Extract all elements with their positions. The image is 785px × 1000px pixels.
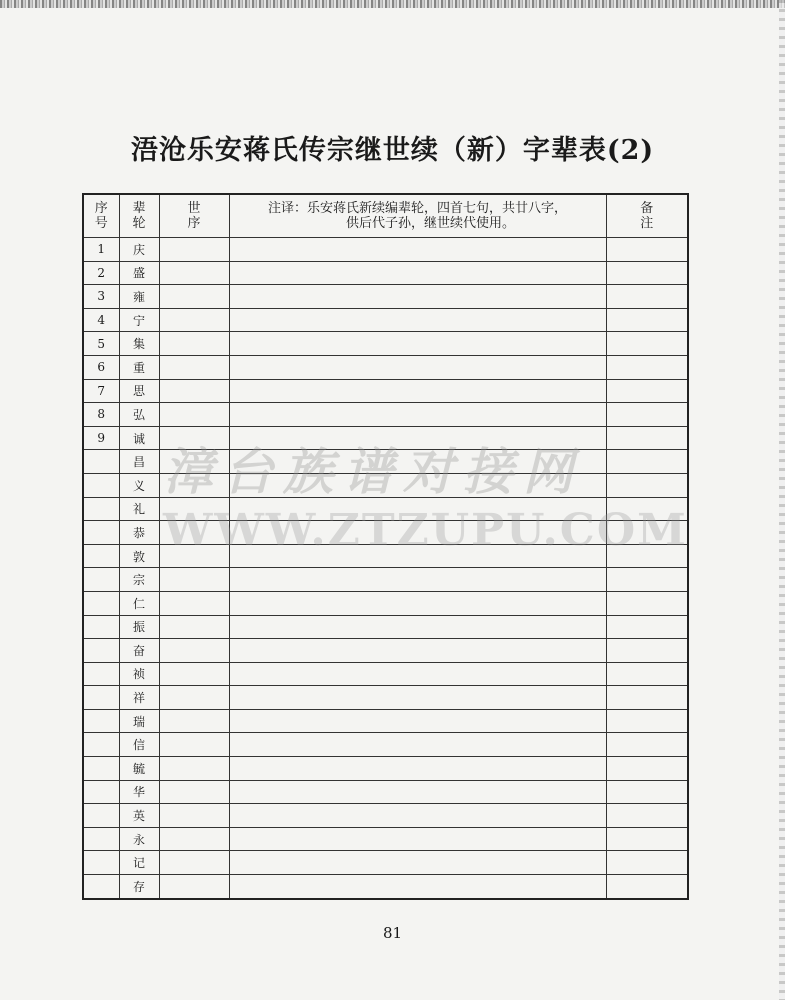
row-note [229, 662, 606, 686]
row-generation-order [159, 875, 229, 899]
page-title: 浯沧乐安蒋氏传宗继世续（新）字辈表(2) [130, 135, 655, 166]
row-remarks [606, 591, 688, 615]
row-note [229, 285, 606, 309]
row-remarks [606, 497, 688, 521]
row-note [229, 686, 606, 710]
row-remarks [606, 804, 688, 828]
row-note [229, 355, 606, 379]
note-line-1: 注译：乐安蒋氏新续编辈轮，四首七句，共廿八字， [267, 201, 567, 216]
row-generation-order [159, 544, 229, 568]
table-row [83, 403, 688, 427]
row-remarks [606, 261, 688, 285]
row-generation-order [159, 733, 229, 757]
row-remarks [606, 757, 688, 781]
watermark-chinese: 漳台族谱对接网 [163, 442, 583, 501]
row-generation-char: 集 [119, 332, 159, 356]
row-generation-char: 敦 [119, 544, 159, 568]
table-row [83, 332, 688, 356]
row-generation-char: 仁 [119, 591, 159, 615]
row-generation-order [159, 568, 229, 592]
table-body [83, 238, 688, 899]
row-note [229, 544, 606, 568]
row-generation-char: 宗 [119, 568, 159, 592]
row-note [229, 261, 606, 285]
row-generation-char: 华 [119, 780, 159, 804]
table-row [83, 709, 688, 733]
row-generation-order [159, 403, 229, 427]
row-generation-order [159, 662, 229, 686]
table-row [83, 733, 688, 757]
row-generation-order [159, 261, 229, 285]
row-generation-order [159, 473, 229, 497]
row-generation-char: 义 [119, 473, 159, 497]
table-row [83, 521, 688, 545]
row-note [229, 238, 606, 262]
row-generation-char: 重 [119, 355, 159, 379]
row-remarks [606, 875, 688, 899]
row-serial: 9 [83, 426, 119, 450]
row-serial [83, 591, 119, 615]
table-row [83, 662, 688, 686]
table-row [83, 757, 688, 781]
row-generation-char: 毓 [119, 757, 159, 781]
table-row [83, 285, 688, 309]
row-serial: 2 [83, 261, 119, 285]
row-remarks [606, 238, 688, 262]
row-generation-char: 弘 [119, 403, 159, 427]
header-generation-order: 世序 [159, 194, 229, 238]
row-remarks [606, 426, 688, 450]
row-serial [83, 450, 119, 474]
row-generation-order [159, 591, 229, 615]
header-generation-char: 辈轮 [119, 194, 159, 238]
table-row [83, 426, 688, 450]
row-note [229, 851, 606, 875]
row-note [229, 875, 606, 899]
row-generation-order [159, 639, 229, 663]
note-line-2: 供后代子孙，继世续代使用。 [345, 216, 515, 231]
row-generation-char: 礼 [119, 497, 159, 521]
row-remarks [606, 544, 688, 568]
table-row [83, 544, 688, 568]
row-serial [83, 709, 119, 733]
table-row [83, 875, 688, 899]
row-note [229, 591, 606, 615]
row-serial: 1 [83, 238, 119, 262]
page-number: 81 [382, 924, 403, 942]
row-serial [83, 827, 119, 851]
row-remarks [606, 639, 688, 663]
row-generation-char: 记 [119, 851, 159, 875]
row-note [229, 473, 606, 497]
row-serial: 4 [83, 308, 119, 332]
generation-table [82, 193, 689, 900]
scan-artifact-top [0, 0, 785, 8]
table-row [83, 851, 688, 875]
row-generation-order [159, 851, 229, 875]
row-serial [83, 521, 119, 545]
row-note [229, 379, 606, 403]
row-remarks [606, 827, 688, 851]
row-serial [83, 497, 119, 521]
row-generation-char: 存 [119, 875, 159, 899]
row-generation-char: 昌 [119, 450, 159, 474]
row-remarks [606, 332, 688, 356]
row-generation-order [159, 497, 229, 521]
row-serial [83, 733, 119, 757]
table-row [83, 686, 688, 710]
row-note [229, 426, 606, 450]
row-generation-order [159, 709, 229, 733]
row-remarks [606, 379, 688, 403]
table-header-row [83, 194, 688, 238]
row-generation-order [159, 450, 229, 474]
table-row [83, 261, 688, 285]
row-generation-order [159, 332, 229, 356]
row-generation-char: 祥 [119, 686, 159, 710]
row-serial: 6 [83, 355, 119, 379]
row-remarks [606, 780, 688, 804]
row-serial [83, 568, 119, 592]
table-row [83, 804, 688, 828]
table-row [83, 827, 688, 851]
row-generation-order [159, 615, 229, 639]
row-note [229, 615, 606, 639]
row-generation-order [159, 686, 229, 710]
row-note [229, 450, 606, 474]
row-remarks [606, 733, 688, 757]
row-generation-order [159, 285, 229, 309]
row-remarks [606, 521, 688, 545]
header-serial: 序号 [83, 194, 119, 238]
row-note [229, 639, 606, 663]
row-generation-order [159, 827, 229, 851]
row-generation-char: 信 [119, 733, 159, 757]
table-row [83, 238, 688, 262]
row-serial: 8 [83, 403, 119, 427]
row-generation-order [159, 521, 229, 545]
row-remarks [606, 403, 688, 427]
table-row [83, 379, 688, 403]
row-note [229, 827, 606, 851]
row-generation-order [159, 757, 229, 781]
row-serial: 3 [83, 285, 119, 309]
table-row [83, 308, 688, 332]
row-remarks [606, 473, 688, 497]
row-generation-char: 恭 [119, 521, 159, 545]
row-generation-char: 瑞 [119, 709, 159, 733]
row-serial [83, 804, 119, 828]
table-row [83, 639, 688, 663]
row-remarks [606, 686, 688, 710]
row-serial: 5 [83, 332, 119, 356]
row-serial [83, 639, 119, 663]
table-row [83, 497, 688, 521]
table-row [83, 450, 688, 474]
row-remarks [606, 308, 688, 332]
row-remarks [606, 355, 688, 379]
row-serial [83, 875, 119, 899]
row-serial [83, 662, 119, 686]
row-note [229, 757, 606, 781]
row-note [229, 733, 606, 757]
row-note [229, 568, 606, 592]
row-remarks [606, 615, 688, 639]
row-serial [83, 473, 119, 497]
table-row [83, 568, 688, 592]
row-generation-order [159, 780, 229, 804]
row-generation-order [159, 379, 229, 403]
row-note [229, 403, 606, 427]
row-generation-char: 英 [119, 804, 159, 828]
row-generation-char: 庆 [119, 238, 159, 262]
row-generation-char: 奋 [119, 639, 159, 663]
row-note [229, 497, 606, 521]
row-generation-char: 盛 [119, 261, 159, 285]
row-remarks [606, 568, 688, 592]
row-serial [83, 615, 119, 639]
row-serial [83, 851, 119, 875]
row-generation-order [159, 308, 229, 332]
row-remarks [606, 851, 688, 875]
row-note [229, 804, 606, 828]
row-serial [83, 757, 119, 781]
row-note [229, 780, 606, 804]
table-row [83, 591, 688, 615]
table-row [83, 780, 688, 804]
row-remarks [606, 285, 688, 309]
row-generation-char: 雍 [119, 285, 159, 309]
row-generation-order [159, 426, 229, 450]
header-note [229, 194, 606, 238]
row-note [229, 332, 606, 356]
row-serial: 7 [83, 379, 119, 403]
watermark-english: WWW.ZTZUPU.COM [163, 505, 688, 556]
row-note [229, 521, 606, 545]
row-generation-order [159, 804, 229, 828]
table-row [83, 355, 688, 379]
row-serial [83, 686, 119, 710]
row-generation-order [159, 238, 229, 262]
row-remarks [606, 662, 688, 686]
row-serial [83, 544, 119, 568]
table-row [83, 473, 688, 497]
row-remarks [606, 450, 688, 474]
row-generation-char: 永 [119, 827, 159, 851]
row-generation-char: 诚 [119, 426, 159, 450]
row-note [229, 308, 606, 332]
row-note [229, 709, 606, 733]
header-remarks: 备注 [606, 194, 688, 238]
row-generation-char: 宁 [119, 308, 159, 332]
table-row [83, 615, 688, 639]
row-generation-char: 祯 [119, 662, 159, 686]
row-generation-char: 思 [119, 379, 159, 403]
row-generation-char: 振 [119, 615, 159, 639]
row-remarks [606, 709, 688, 733]
row-generation-order [159, 355, 229, 379]
row-serial [83, 780, 119, 804]
